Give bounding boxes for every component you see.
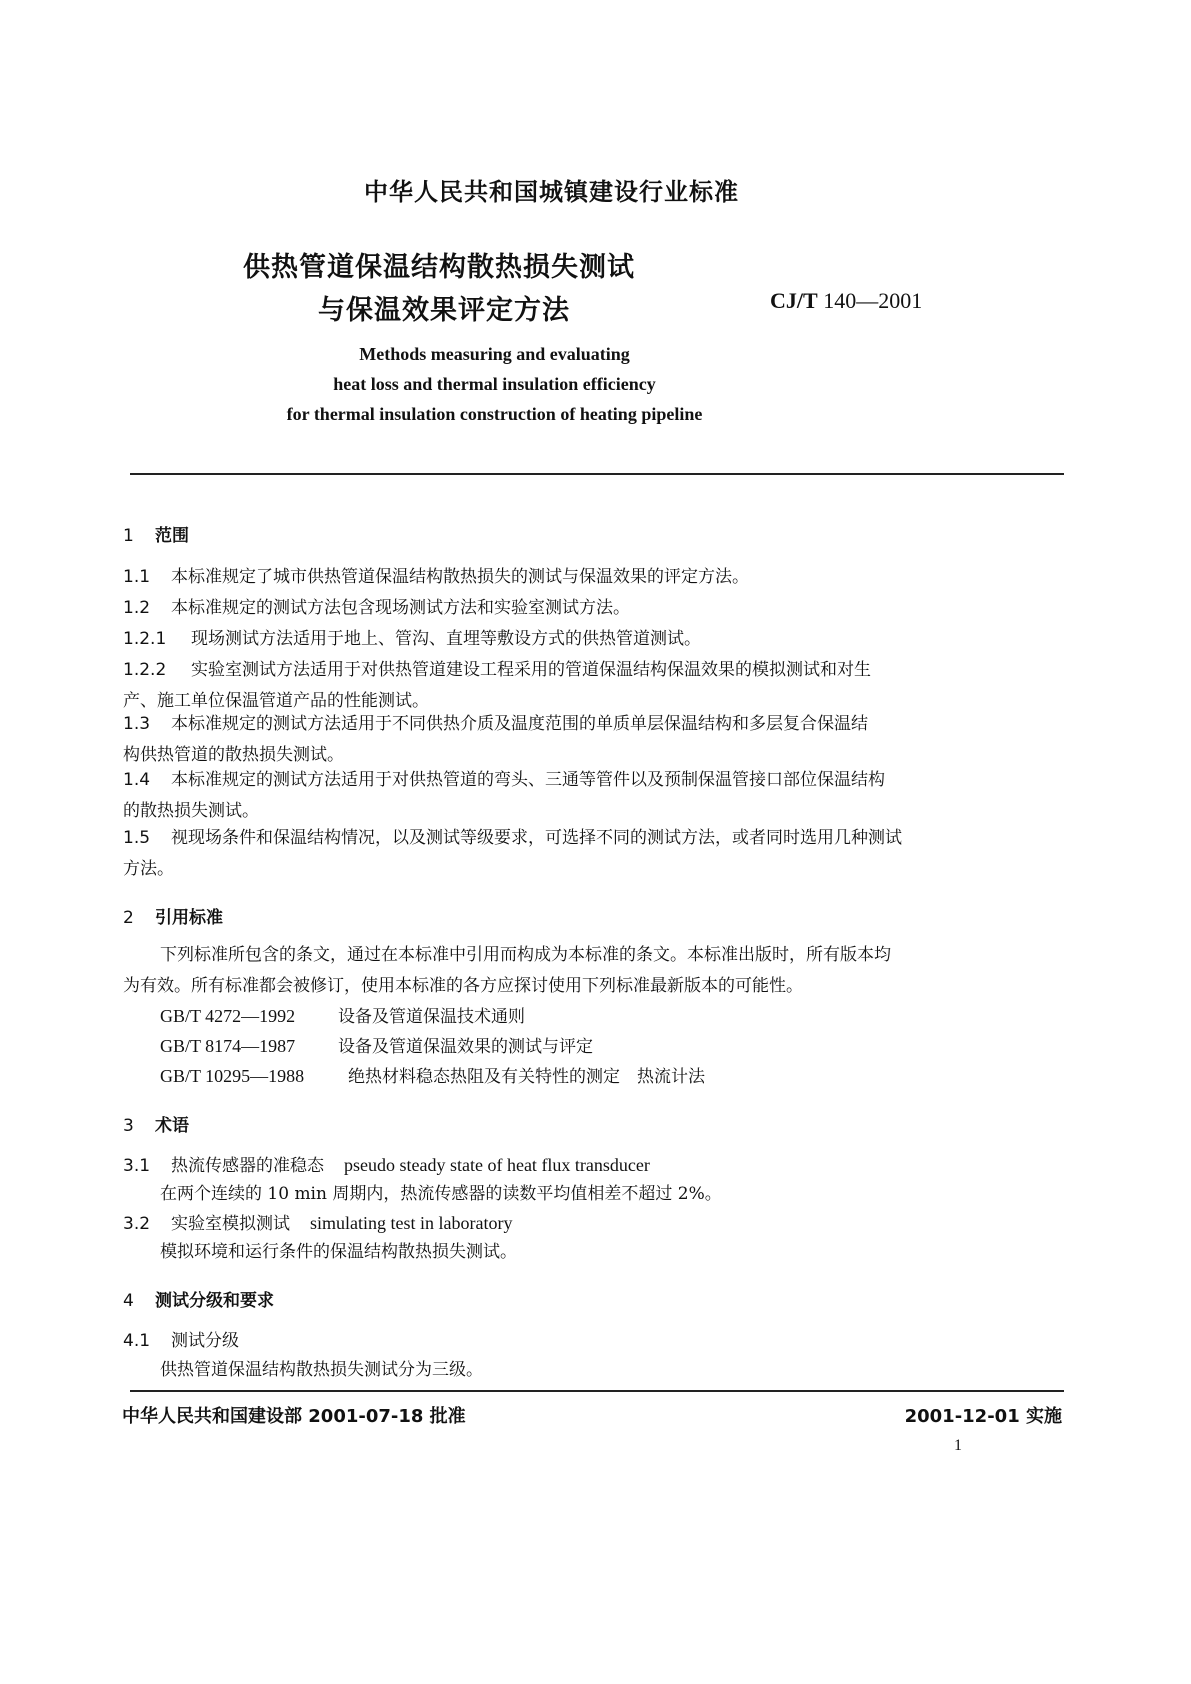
clause-1-5 [123,823,902,885]
clause-number: 1.2.2 [123,660,167,680]
clause-text-continued: 方法。 [123,859,174,879]
clause-text: 本标准规定了城市供热管道保温结构散热损失的测试与保温效果的评定方法。 [171,567,749,587]
clause-1-4 [123,765,885,827]
clause-1-3 [123,709,868,771]
clause-number: 1.2 [123,598,151,618]
reference-2 [160,1031,593,1063]
term-3-1-definition: 在两个连续的 10 min 周期内，热流传感器的读数平均值相差不超过 2%。 [160,1184,722,1204]
section-2-heading [123,903,223,928]
clause-text: 本标准规定的测试方法适用于不同供热介质及温度范围的单质单层保温结构和多层复合保温结 [171,714,868,734]
clause-text: 本标准规定的测试方法适用于对供热管道的弯头、三通等管件以及预制保温管接口部位保温结构 [171,770,885,790]
reference-1 [160,1001,525,1033]
section-number: 2 [123,908,134,928]
term-3-1 [123,1150,650,1182]
clause-number: 1.1 [123,567,151,587]
clause-text: 实验室测试方法适用于对供热管道建设工程采用的管道保温结构保温效果的模拟测试和对生 [191,660,871,680]
section-number: 1 [123,526,134,546]
clause-number: 1.4 [123,770,151,790]
clause-number: 4.1 [123,1331,151,1351]
title-zh-line-1: 供热管道保温结构散热损失测试 [243,252,635,283]
clause-text: 现场测试方法适用于地上、管沟、直埋等敷设方式的供热管道测试。 [191,629,701,649]
standard-code-number: 140—2001 [823,288,923,313]
term-3-2 [123,1208,512,1240]
title-zh-line-2: 与保温效果评定方法 [318,295,570,326]
clause-text: 视现场条件和保温结构情况，以及测试等级要求，可选择不同的测试方法，或者同时选用几种测试 [171,828,902,848]
clause-title: 测试分级 [171,1331,239,1351]
standard-category-header: 中华人民共和国城镇建设行业标准 [364,178,739,206]
section-2-intro [123,940,891,1002]
section-1-heading [123,521,189,546]
reference-code: GB/T 8174—1987 [160,1036,296,1056]
section-4-heading [123,1286,274,1311]
section-title: 引用标准 [155,908,223,928]
section-3-heading [123,1111,189,1136]
clause-text: 本标准规定的测试方法包含现场测试方法和实验室测试方法。 [171,598,630,618]
section-title: 范围 [155,526,189,546]
intro-line-1: 下列标准所包含的条文，通过在本标准中引用而构成为本标准的条文。本标准出版时，所有版本均 [160,945,891,965]
reference-title: 设备及管道保温效果的测试与评定 [338,1037,593,1057]
approval-statement: 中华人民共和国建设部 2001-07-18 批准 [122,1406,466,1427]
section-number: 4 [123,1291,134,1311]
reference-code: GB/T 4272—1992 [160,1006,296,1026]
term-en: pseudo steady state of heat flux transducer [344,1155,650,1175]
clause-1-2 [123,593,630,624]
term-3-2-definition: 模拟环境和运行条件的保温结构散热损失测试。 [160,1242,517,1262]
title-en-line-1: Methods measuring and evaluating [359,344,630,364]
clause-4-1-text: 供热管道保温结构散热损失测试分为三级。 [160,1360,483,1380]
clause-1-2-1 [123,624,701,655]
reference-title: 设备及管道保温技术通则 [338,1007,525,1027]
title-en-line-3: for thermal insulation construction of heating pipeline [286,404,703,424]
term-zh: 实验室模拟测试 [171,1214,290,1234]
clause-1-1 [123,562,749,593]
section-title: 测试分级和要求 [155,1291,274,1311]
clause-4-1 [123,1326,239,1357]
reference-3 [160,1061,705,1093]
clause-text-continued: 的散热损失测试。 [123,801,259,821]
reference-code: GB/T 10295—1988 [160,1066,305,1086]
reference-title: 绝热材料稳态热阻及有关特性的测定 热流计法 [348,1067,705,1087]
page-number: 1 [954,1437,962,1454]
title-en-line-2: heat loss and thermal insulation efficiency [333,374,656,394]
clause-number: 1.5 [123,828,151,848]
section-number: 3 [123,1116,134,1136]
term-zh: 热流传感器的准稳态 [171,1156,324,1176]
clause-number: 1.3 [123,714,151,734]
implementation-date: 2001-12-01 实施 [904,1406,1062,1427]
clause-text-continued: 构供热管道的散热损失测试。 [123,745,344,765]
header-divider [130,473,1064,475]
clause-number: 1.2.1 [123,629,167,649]
standard-code-prefix: CJ/T [770,288,818,313]
term-en: simulating test in laboratory [310,1213,513,1233]
footer-divider [130,1390,1064,1392]
clause-1-2-2 [123,655,871,717]
intro-line-2: 为有效。所有标准都会被修订，使用本标准的各方应探讨使用下列标准最新版本的可能性。 [123,976,803,996]
clause-number: 3.1 [123,1156,151,1176]
clause-text-continued: 产、施工单位保温管道产品的性能测试。 [123,691,429,711]
standard-code [770,288,922,314]
clause-number: 3.2 [123,1214,151,1234]
section-title: 术语 [155,1116,189,1136]
